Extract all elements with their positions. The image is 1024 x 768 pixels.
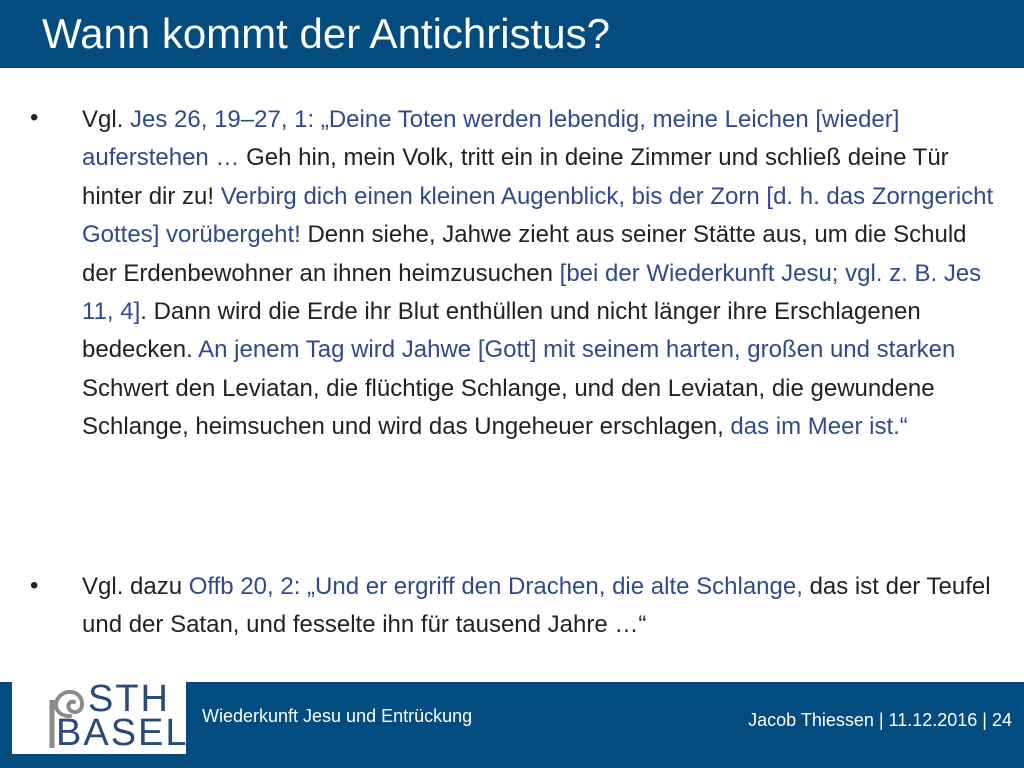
text-segment: [bei der Wiederkunft Jesu; vgl. z. B. Jes 11, 4]	[82, 259, 982, 326]
text-segment: Schwert den Leviatan, die flüchtige Schlange, und den Leviatan, die gewundene Schlange, heimsuchen und wird das Ungeheuer erschlagen,	[82, 374, 935, 441]
footer-talk-title: Wiederkunft Jesu und Entrückung	[202, 706, 473, 726]
text-segment: Denn siehe, Jahwe zieht aus seiner Stätte aus, um die Schuld der Erdenbewohner an ihnen heimzusuchen	[82, 221, 967, 287]
text-segment: An jenem Tag wird Jahwe [Gott] mit seinem harten, großen und starken	[198, 336, 956, 364]
footer-author-date-page: Jacob Thiessen | 11.12.2016 | 24	[748, 710, 1012, 730]
logo-text-top: STH	[88, 678, 170, 720]
slide-footer-bar	[0, 678, 1024, 768]
text-segment: Verbirg dich einen kleinen Augenblick, bis der Zorn [d. h. das Zorngericht Gottes] vorübergeht!	[82, 182, 994, 249]
text-segment: Offb 20, 2: „Und er	[188, 573, 394, 600]
bullet-marker: •	[30, 572, 39, 599]
logo-text-bottom: BASEL	[56, 712, 189, 754]
text-segment: Vgl.	[82, 106, 131, 133]
sth-basel-logo	[12, 678, 189, 754]
slide-title: Wann kommt der Antichristus?	[42, 10, 610, 57]
text-segment: ergriff den Drachen, die alte Schlange,	[393, 573, 810, 600]
text-segment: . Dann wird die Erde ihr Blut enthüllen und nicht länger ihre Erschlagenen bedecken.	[82, 298, 921, 364]
bullet-text-2	[82, 568, 1002, 645]
text-segment: Geh hin, mein Volk, tritt ein in deine Zimmer und schließ deine Tür hinter dir zu!	[82, 144, 949, 210]
text-segment: das im Meer ist.“	[730, 413, 908, 441]
bullet-text-1	[82, 101, 1002, 447]
bullet-marker: •	[30, 104, 39, 131]
slide-header-bar	[0, 0, 1024, 68]
text-segment: Vgl. dazu	[82, 573, 189, 600]
text-segment: Jes 26, 19–27, 1: „Deine Toten werden lebendig, meine Leichen [wieder] auferstehen …	[82, 106, 900, 172]
text-segment: das ist der Teufel und der Satan, und fesselte ihn für tausend Jahre …“	[82, 573, 991, 639]
